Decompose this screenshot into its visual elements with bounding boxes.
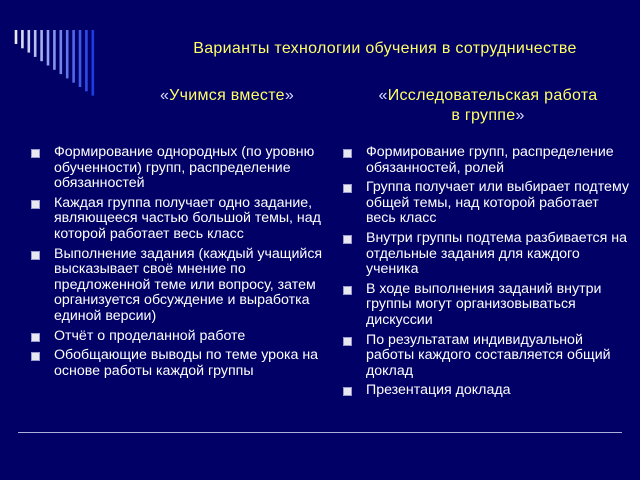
list-item	[30, 145, 330, 192]
square-bullet-icon	[343, 184, 352, 193]
list-item-text: В ходе выполнения заданий внутри группы могут организовываться дискуссии	[366, 280, 602, 328]
list-item	[30, 329, 330, 345]
decorative-stripes	[0, 0, 120, 110]
square-bullet-icon	[343, 337, 352, 346]
list-item-text: Обобщающие выводы по теме урока на основе работы каждой группы	[54, 347, 319, 379]
square-bullet-icon	[343, 235, 352, 244]
list-item	[342, 231, 632, 278]
list-item-text: По результатам индивидуальной работы каждого составляется общий доклад	[366, 331, 611, 379]
square-bullet-icon	[31, 251, 40, 260]
slide-title: Варианты технологии обучения в сотрудничестве	[193, 40, 577, 57]
list-item-text: Формирование групп, распределение обязанностей, ролей	[366, 144, 614, 176]
list-item-text: Презентация доклада	[366, 382, 511, 399]
list-item	[30, 348, 330, 379]
list-item	[342, 180, 632, 227]
square-bullet-icon	[31, 149, 40, 158]
list-item-text: Каждая группа получает одно задание, являющееся частью большой темы, над которой работает весь класс	[54, 194, 321, 242]
bottom-divider	[18, 432, 622, 433]
list-item-text: Выполнение задания (каждый учащийся высказывает своё мнение по предложенной теме или вопросу, затем организуется обсуждение и выработка единой версии)	[54, 245, 323, 324]
left-column	[30, 145, 330, 383]
list-item	[342, 282, 632, 329]
subtitle-right-text: Исследовательская работа в группе	[387, 87, 598, 124]
square-bullet-icon	[31, 200, 40, 209]
list-item-text: Формирование однородных (по уровню обученности) групп, распределение обязанностей	[54, 144, 315, 192]
list-item-text: Группа получает или выбирает подтему общей темы, над которой работает весь класс	[366, 179, 629, 227]
square-bullet-icon	[343, 387, 352, 396]
subtitle-left: «Учимся вместе»	[159, 87, 295, 104]
list-item	[342, 145, 632, 176]
square-bullet-icon	[343, 286, 352, 295]
list-item-text: Внутри группы подтема разбивается на отдельные задания для каждого ученика	[366, 229, 627, 278]
subtitle-left-text: Учимся вместе	[169, 87, 285, 104]
right-column	[342, 145, 632, 403]
square-bullet-icon	[343, 149, 352, 158]
list-item	[342, 333, 632, 380]
subtitle-right: «Исследовательская работа в группе»	[378, 87, 598, 124]
list-item	[30, 196, 330, 243]
list-item-text: Отчёт о проделанной работе	[54, 327, 246, 344]
list-item	[342, 383, 632, 399]
square-bullet-icon	[31, 333, 40, 342]
square-bullet-icon	[31, 352, 40, 361]
list-item	[30, 247, 330, 325]
